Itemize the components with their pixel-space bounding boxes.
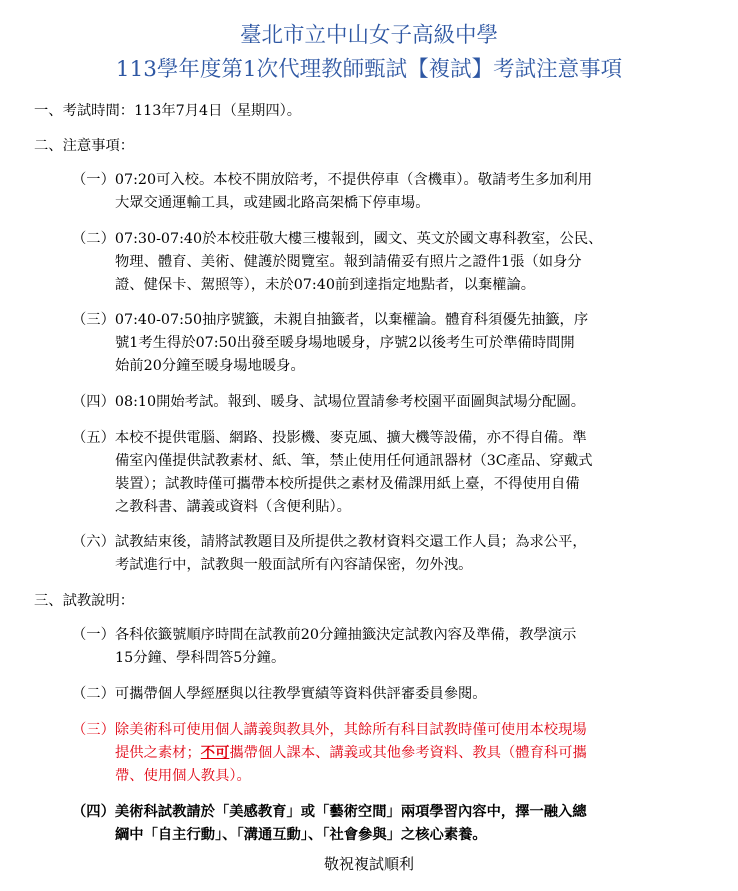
note-3-line-1: （三）07:40-07:50抽序號籤，未親自抽籤者，以棄權論。體育科須優先抽籤，序 <box>72 312 589 328</box>
exam-time-line: 一、考試時間：113年7月4日（星期四）。 <box>34 103 302 119</box>
note-5-line-1: （五）本校不提供電腦、網路、投影機、麥克風、擴大機等設備，亦不得自備。準 <box>72 430 587 446</box>
note-1-line-1: （一）07:20可入校。本校不開放陪考，不提供停車（含機車）。敬請考生多加利用 <box>72 172 593 188</box>
note-6-line-1: （六）試教結束後，請將試教題目及所提供之教材資料交還工作人員；為求公平， <box>72 534 587 550</box>
not-allowed-emphasis: 不可 <box>200 745 230 761</box>
closing-wishes: 敬祝複試順利 <box>323 855 414 873</box>
teaching-1-line-2: 15分鐘、學科問答5分鐘。 <box>115 650 286 666</box>
teaching-3-line-3: 帶、使用個人教具）。 <box>115 768 251 784</box>
note-3-line-3: 始前20分鐘至暖身場地暖身。 <box>115 358 305 374</box>
teaching-4-line-2: 綱中「自主行動」、「溝通互動」、「社會參與」之核心素養。 <box>115 827 487 843</box>
teaching-3-line-2-end: 攜帶個人課本、講義或其他參考資料、教具（體育科可攜 <box>229 745 587 761</box>
teaching-2-line-1: （二）可攜帶個人學經歷與以往教學實績等資料供評審委員參閱。 <box>72 686 487 702</box>
note-5-line-2: 備室內僅提供試教素材、紙、筆，禁止使用任何通訊器材（3C產品、穿戴式 <box>115 453 593 469</box>
note-5-line-4: 之教科書、講義或資料（含便利貼）。 <box>115 499 351 515</box>
teaching-1-line-1: （一）各科依籤號順序時間在試教前20分鐘抽籤決定試教內容及準備，教學演示 <box>72 627 577 643</box>
note-5-line-3: 裝置）；試教時僅可攜帶本校所提供之素材及備課用紙上臺，不得使用自備 <box>115 476 580 492</box>
note-2-line-2: 物理、體育、美術、健護於閱覽室。報到請備妥有照片之證件1張（如身分 <box>115 254 582 270</box>
note-6-line-2: 考試進行中，試教與一般面試所有內容請保密，勿外洩。 <box>115 557 473 573</box>
teaching-3-line-2-start: 提供之素材； <box>115 745 201 761</box>
teaching-heading: 三、試教說明： <box>34 593 135 609</box>
teaching-4-line-1: （四）美術科試教請於「美感教育」或「藝術空間」兩項學習內容中，擇一融入總 <box>72 804 587 820</box>
note-2-line-1: （二）07:30-07:40於本校莊敬大樓三樓報到，國文、英文於國文專科教室，公民、 <box>72 231 603 247</box>
note-4-line-1: （四）08:10開始考試。報到、暖身、試場位置請參考校園平面圖與試場分配圖。 <box>72 394 585 410</box>
exam-notice-title: 113學年度第1次代理教師甄試【複試】考試注意事項 <box>115 57 623 82</box>
note-3-line-2: 號1考生得於07:50出發至暖身場地暖身，序號2以後考生可於準備時間開 <box>115 335 575 351</box>
note-2-line-3: 證、健保卡、駕照等），未於07:40前到達指定地點者，以棄權論。 <box>115 277 536 293</box>
note-1-line-2: 大眾交通運輸工具，或建國北路高架橋下停車場。 <box>115 195 430 211</box>
teaching-3-line-2 <box>115 743 587 763</box>
notes-heading: 二、注意事項： <box>34 138 135 154</box>
school-name-title: 臺北市立中山女子高級中學 <box>239 23 498 48</box>
teaching-3-line-1: （三）除美術科可使用個人講義與教具外，其餘所有科目試教時僅可使用本校現場 <box>72 722 587 738</box>
